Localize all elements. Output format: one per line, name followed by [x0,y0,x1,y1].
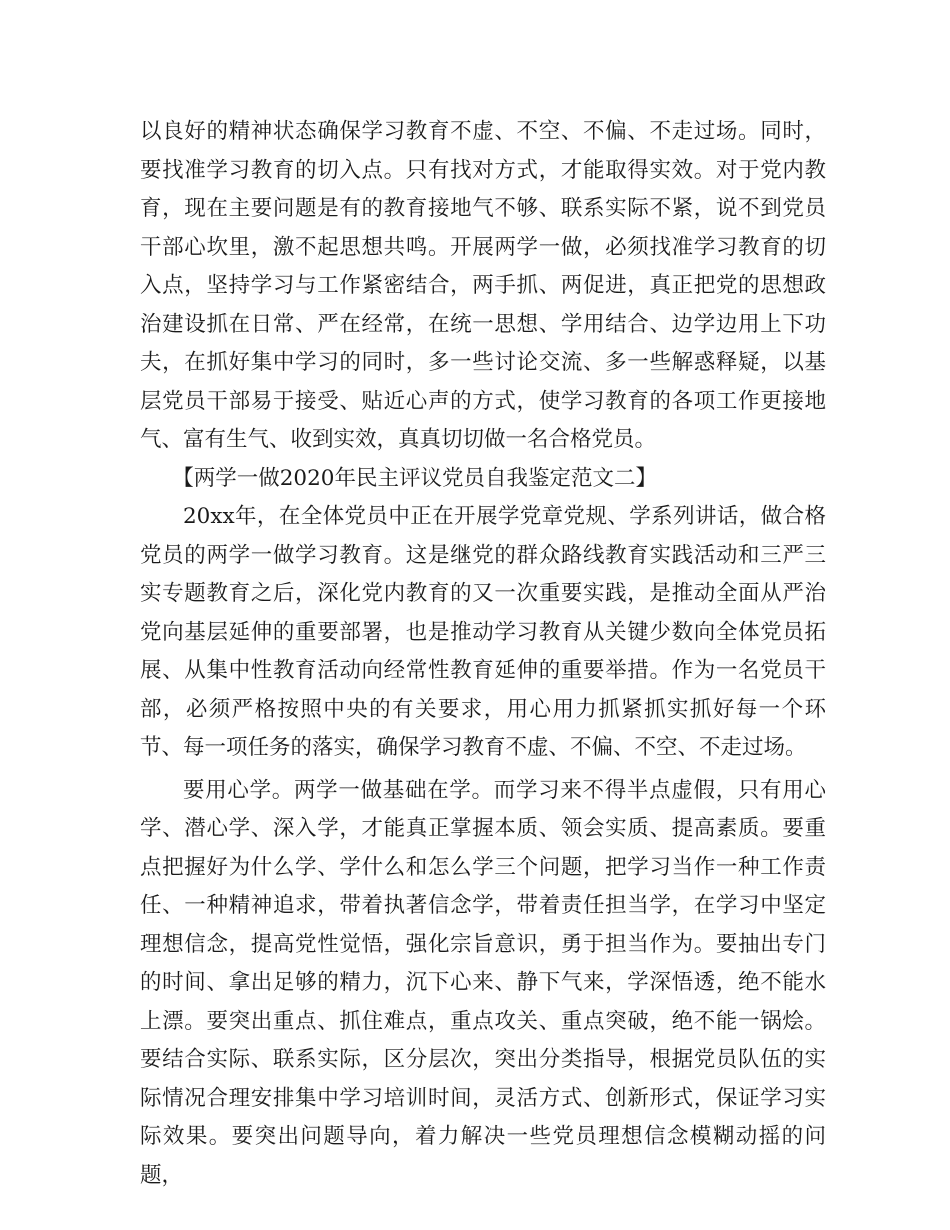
paragraph-2: 20xx年，在全体党员中正在开展学党章党规、学系列讲话，做合格党员的两学一做学习教育。这是继党的群众路线教育实践活动和三严三实专题教育之后，深化党内教育的又一次重要实践，是推动全面从严治党向基层延伸的重要部署，也是推动学习教育从关键少数向全体党员拓展、从集中性教育活动向经常性教育延伸的重要举措。作为一名党员干部，必须严格按照中央的有关要求，用心用力抓紧抓实抓好每一个环节、每一项任务的落实，确保学习教育不虚、不偏、不空、不走过场。 [140,504,826,760]
section-heading: 【两学一做2020年民主评议党员自我鉴定范文二】 [172,465,657,491]
document-body [140,113,826,1195]
paragraph-1: 以良好的精神状态确保学习教育不虚、不空、不偏、不走过场。同时，要找准学习教育的切入点。只有找对方式，才能取得实效。对于党内教育，现在主要问题是有的教育接地气不够、联系实际不紧，说不到党员干部心坎里，激不起思想共鸣。开展两学一做，必须找准学习教育的切入点，坚持学习与工作紧密结合，两手抓、两促进，真正把党的思想政治建设抓在日常、严在经常，在统一思想、学用结合、边学边用上下功夫，在抓好集中学习的同时，多一些讨论交流、多一些解惑释疑，以基层党员干部易于接受、贴近心声的方式，使学习教育的各项工作更接地气、富有生气、收到实效，真真切切做一名合格党员。 [140,119,826,452]
paragraph-3: 要用心学。两学一做基础在学。而学习来不得半点虚假，只有用心学、潜心学、深入学，才能真正掌握本质、领会实质、提高素质。要重点把握好为什么学、学什么和怎么学三个问题，把学习当作一种工作责任、一种精神追求，带着执著信念学，带着责任担当学，在学习中坚定理想信念，提高党性觉悟，强化宗旨意识，勇于担当作为。要抽出专门的时间、拿出足够的精力，沉下心来、静下气来，学深悟透，绝不能水上漂。要突出重点、抓住难点，重点攻关、重点突破，绝不能一锅烩。要结合实际、联系实际，区分层次，突出分类指导，根据党员队伍的实际情况合理安排集中学习培训时间，灵活方式、创新形式，保证学习实际效果。要突出问题导向，着力解决一些党员理想信念模糊动摇的问题， [140,777,826,1188]
